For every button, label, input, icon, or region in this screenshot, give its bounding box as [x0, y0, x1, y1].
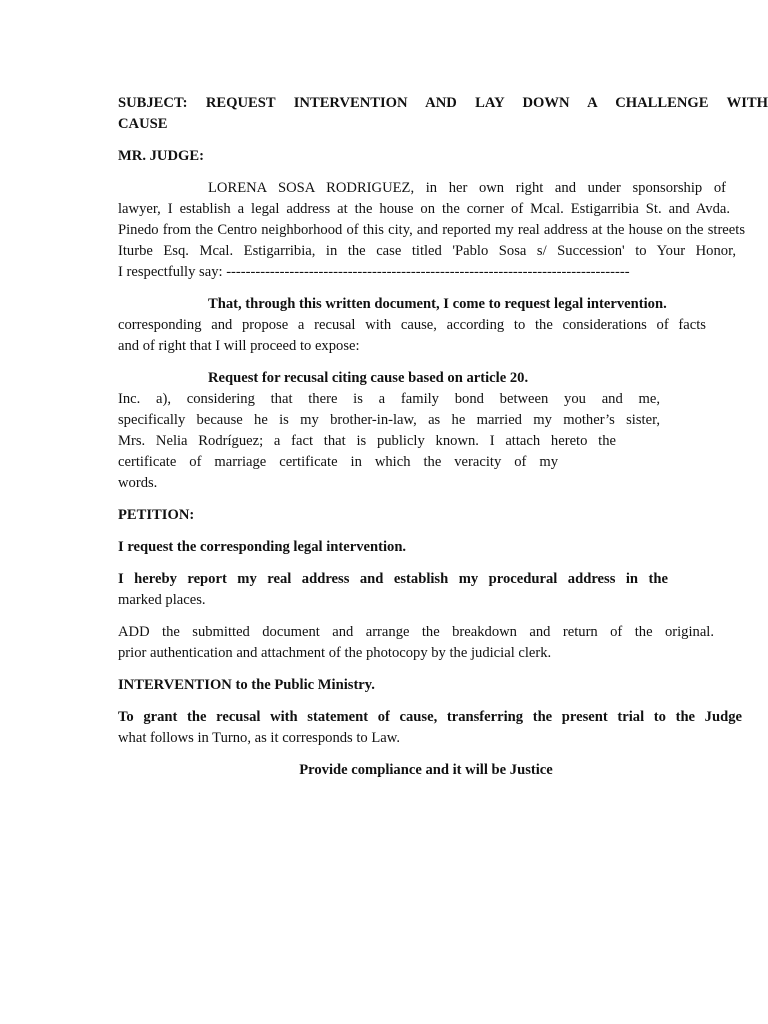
intro-line-4: Iturbe Esq. Mcal. Estigarribia, in the case titled 'Pablo Sosa s/ Succession' to Your Honor,	[118, 243, 736, 259]
intervention-request-heading: That, through this written document, I come to request legal intervention.	[208, 296, 667, 312]
petition-item-add-line-2: prior authentication and attachment of the photocopy by the judicial clerk.	[118, 645, 552, 661]
petition-heading: PETITION:	[118, 507, 195, 523]
intro-line-1: LORENA SOSA RODRIGUEZ, in her own right and under sponsorship of	[208, 180, 726, 196]
subject-line: SUBJECT: REQUEST INTERVENTION AND LAY DOWN A CHALLENGE WITH	[118, 95, 768, 111]
recusal-line-4: certificate of marriage certificate in which the veracity of my	[118, 454, 558, 470]
intro-line-3: Pinedo from the Centro neighborhood of this city, and reported my real address at the house on the streets	[118, 222, 745, 238]
intervention-request-line-2: and of right that I will proceed to expose:	[118, 338, 360, 354]
intervention-request-line-1: corresponding and propose a recusal with cause, according to the considerations of facts	[118, 317, 706, 333]
subject-line-continued: CAUSE	[118, 116, 168, 132]
grant-recusal-continued: what follows in Turno, as it corresponds to Law.	[118, 730, 400, 746]
petition-item-add-line-1: ADD the submitted document and arrange the breakdown and return of the original.	[118, 624, 714, 640]
intro-line-2: lawyer, I establish a legal address at the house on the corner of Mcal. Estigarribia St. and Avda.	[118, 201, 730, 217]
petition-item-intervention: I request the corresponding legal intervention.	[118, 539, 407, 555]
closing-statement: Provide compliance and it will be Justice	[299, 762, 553, 778]
salutation: MR. JUDGE:	[118, 148, 204, 164]
recusal-line-2: specifically because he is my brother-in-law, as he married my mother’s sister,	[118, 412, 660, 428]
intro-line-5: I respectfully say: -----------------------------------------------------------------------------------	[118, 264, 630, 280]
petition-item-address-continued: marked places.	[118, 592, 206, 608]
recusal-line-3: Mrs. Nelia Rodríguez; a fact that is publicly known. I attach hereto the	[118, 433, 616, 449]
public-ministry-intervention: INTERVENTION to the Public Ministry.	[118, 677, 375, 693]
recusal-line-1: Inc. a), considering that there is a family bond between you and me,	[118, 391, 660, 407]
grant-recusal-line: To grant the recusal with statement of cause, transferring the present trial to the Judge	[118, 709, 742, 725]
recusal-heading: Request for recusal citing cause based on article 20.	[208, 370, 529, 386]
document-page	[118, 93, 768, 781]
petition-item-address: I hereby report my real address and establish my procedural address in the	[118, 571, 668, 587]
recusal-line-5: words.	[118, 475, 158, 491]
